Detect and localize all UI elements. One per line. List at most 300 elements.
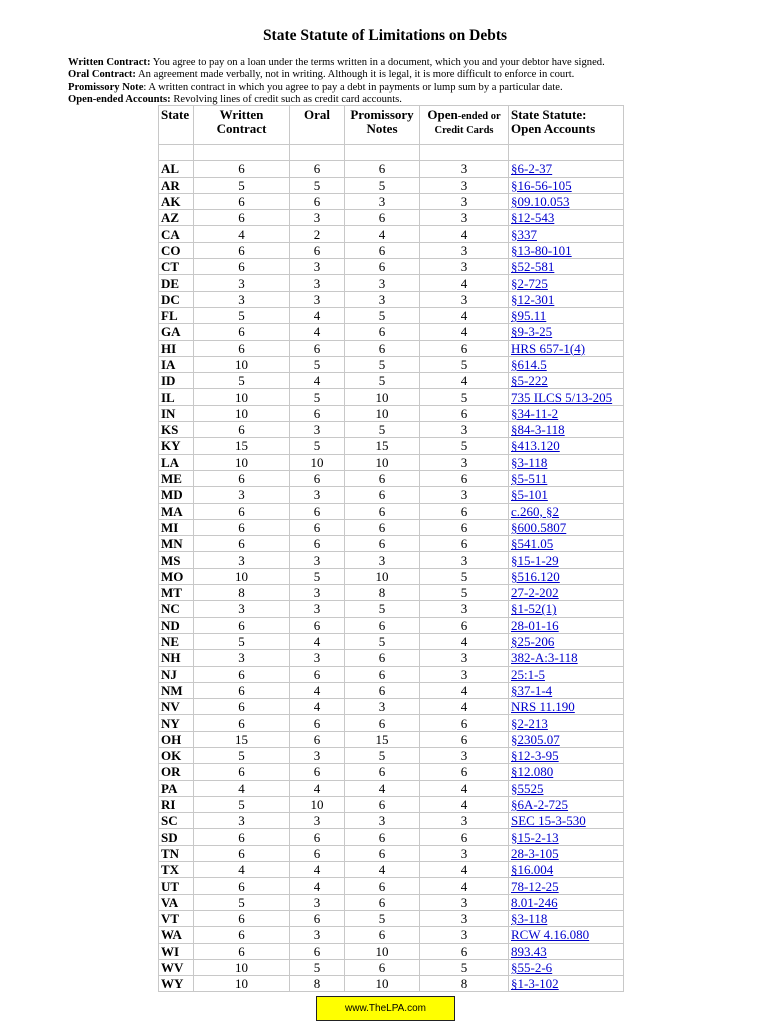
cell-open-ended: 4 [420,373,509,389]
cell-oral: 3 [290,894,345,910]
cell-oral: 3 [290,927,345,943]
cell-state: AR [159,177,194,193]
cell-state: SD [159,829,194,845]
table-row [159,780,624,796]
cell-statute [509,438,624,454]
table-row [159,438,624,454]
cell-oral: 3 [290,747,345,763]
cell-statute [509,813,624,829]
cell-oral: 4 [290,878,345,894]
cell-oral: 6 [290,193,345,209]
cell-open-ended: 8 [420,976,509,992]
cell-state: NE [159,633,194,649]
statute-link[interactable]: §6A-2-725 [511,797,569,813]
statute-link[interactable]: §13-80-101 [511,242,572,258]
cell-promissory-notes: 6 [345,210,420,226]
definition-text: An agreement made verbally, not in writing. Although it is legal, it is more difficult to enforce in court. [135,69,575,81]
cell-open-ended: 4 [420,780,509,796]
cell-state: CO [159,242,194,258]
cell-statute [509,389,624,405]
cell-written-contract: 4 [194,780,290,796]
cell-statute [509,845,624,861]
statute-table [158,105,624,992]
cell-promissory-notes: 6 [345,764,420,780]
cell-state: SC [159,813,194,829]
statute-link[interactable]: §516.120 [511,568,560,584]
cell-oral: 4 [290,633,345,649]
cell-oral: 6 [290,536,345,552]
table-row [159,617,624,633]
cell-written-contract: 6 [194,910,290,926]
statute-link[interactable]: §2-213 [511,715,548,731]
cell-state: ID [159,373,194,389]
cell-state: NM [159,682,194,698]
table-row [159,682,624,698]
table-row [159,650,624,666]
cell-state: AZ [159,210,194,226]
table-row [159,796,624,812]
cell-oral: 3 [290,601,345,617]
cell-open-ended: 3 [420,845,509,861]
cell-open-ended: 4 [420,699,509,715]
table-row [159,210,624,226]
cell-promissory-notes: 5 [345,422,420,438]
cell-promissory-notes: 5 [345,356,420,372]
cell-open-ended: 3 [420,193,509,209]
cell-oral: 6 [290,340,345,356]
cell-promissory-notes: 6 [345,487,420,503]
table-row [159,666,624,682]
cell-promissory-notes: 5 [345,910,420,926]
table-row [159,731,624,747]
statute-link[interactable]: 8.01-246 [511,894,558,910]
cell-state: MN [159,536,194,552]
statute-link[interactable]: 28-01-16 [511,617,559,633]
cell-written-contract: 10 [194,568,290,584]
cell-promissory-notes: 4 [345,226,420,242]
cell-oral: 6 [290,666,345,682]
cell-open-ended: 3 [420,910,509,926]
statute-link[interactable]: §337 [511,226,537,242]
cell-state: KY [159,438,194,454]
cell-state: VT [159,910,194,926]
definition-written-contract [68,57,748,69]
cell-promissory-notes: 6 [345,845,420,861]
cell-written-contract: 6 [194,259,290,275]
cell-statute [509,894,624,910]
statute-link[interactable]: 27-2-202 [511,585,559,601]
statute-link[interactable]: §1-3-102 [511,976,559,992]
statute-link[interactable]: §5-511 [511,471,548,487]
cell-state: WI [159,943,194,959]
cell-statute [509,356,624,372]
cell-written-contract: 5 [194,373,290,389]
statute-link[interactable]: §12-3-95 [511,748,559,764]
cell-statute [509,422,624,438]
cell-written-contract: 10 [194,389,290,405]
cell-open-ended: 3 [420,422,509,438]
statute-link[interactable]: §3-118 [511,454,548,470]
cell-state: NH [159,650,194,666]
cell-promissory-notes: 6 [345,519,420,535]
cell-promissory-notes: 6 [345,796,420,812]
cell-oral: 3 [290,585,345,601]
definition-term: Promissory Note [68,81,144,93]
cell-written-contract: 6 [194,161,290,177]
table-row [159,764,624,780]
cell-statute [509,373,624,389]
table-row [159,193,624,209]
cell-promissory-notes: 6 [345,617,420,633]
cell-written-contract: 10 [194,454,290,470]
cell-statute [509,193,624,209]
cell-state: NY [159,715,194,731]
cell-promissory-notes: 6 [345,829,420,845]
statute-link[interactable]: RCW 4.16.080 [511,927,590,943]
definition-term: Oral Contract: [68,69,136,81]
cell-open-ended: 6 [420,503,509,519]
cell-promissory-notes: 6 [345,324,420,340]
statute-link[interactable]: §15-2-13 [511,829,559,845]
cell-written-contract: 10 [194,356,290,372]
cell-statute [509,731,624,747]
statute-link[interactable]: §84-3-118 [511,422,565,438]
cell-promissory-notes: 6 [345,666,420,682]
statute-link[interactable]: §12-543 [511,210,555,226]
table-row [159,356,624,372]
cell-oral: 3 [290,487,345,503]
cell-oral: 6 [290,242,345,258]
cell-written-contract: 6 [194,927,290,943]
definition-promissory-note [68,82,748,94]
cell-promissory-notes: 6 [345,650,420,666]
cell-state: TN [159,845,194,861]
cell-open-ended: 3 [420,210,509,226]
cell-oral: 6 [290,910,345,926]
cell-promissory-notes: 3 [345,813,420,829]
table-row [159,927,624,943]
cell-open-ended: 4 [420,226,509,242]
cell-statute [509,976,624,992]
cell-open-ended: 3 [420,177,509,193]
cell-oral: 5 [290,177,345,193]
cell-written-contract: 3 [194,552,290,568]
cell-open-ended: 6 [420,405,509,421]
cell-state: DC [159,291,194,307]
cell-oral: 6 [290,405,345,421]
cell-written-contract: 3 [194,813,290,829]
cell-oral: 3 [290,275,345,291]
cell-open-ended: 3 [420,259,509,275]
cell-state: OR [159,764,194,780]
table-row [159,275,624,291]
statute-link[interactable]: §25-206 [511,634,555,650]
statute-link[interactable]: 735 ILCS 5/13-205 [511,389,613,405]
cell-written-contract: 3 [194,601,290,617]
cell-statute [509,585,624,601]
statute-link[interactable]: §614.5 [511,357,547,372]
cell-oral: 2 [290,226,345,242]
cell-written-contract: 6 [194,617,290,633]
cell-statute [509,161,624,177]
cell-promissory-notes: 4 [345,862,420,878]
cell-state: ND [159,617,194,633]
cell-statute [509,324,624,340]
statute-link[interactable]: §12-301 [511,291,555,307]
cell-state: ME [159,470,194,486]
cell-oral: 3 [290,650,345,666]
cell-statute [509,829,624,845]
statute-link[interactable]: c.260, §2 [511,503,560,519]
cell-written-contract: 3 [194,487,290,503]
cell-statute [509,307,624,323]
cell-state: CA [159,226,194,242]
cell-state: MD [159,487,194,503]
cell-promissory-notes: 6 [345,927,420,943]
statute-link[interactable]: §9-3-25 [511,324,553,340]
cell-open-ended: 3 [420,552,509,568]
definition-text: Revolving lines of credit such as credit card accounts. [170,94,402,106]
statute-link[interactable]: §3-118 [511,911,548,927]
table-row [159,242,624,258]
cell-open-ended: 5 [420,568,509,584]
cell-open-ended: 3 [420,747,509,763]
statute-link[interactable]: §1-52(1) [511,601,557,617]
cell-statute [509,927,624,943]
cell-open-ended: 4 [420,275,509,291]
statute-link[interactable]: §16.004 [511,862,554,878]
cell-written-contract: 6 [194,470,290,486]
cell-open-ended: 4 [420,633,509,649]
cell-written-contract: 6 [194,422,290,438]
cell-written-contract: 3 [194,650,290,666]
statute-link[interactable]: §2305.07 [511,731,560,747]
cell-written-contract: 5 [194,747,290,763]
cell-oral: 4 [290,373,345,389]
cell-oral: 4 [290,682,345,698]
cell-statute [509,862,624,878]
cell-promissory-notes: 6 [345,536,420,552]
statute-link[interactable]: §5-222 [511,373,548,389]
cell-written-contract: 3 [194,275,290,291]
cell-written-contract: 8 [194,585,290,601]
statute-link[interactable]: §2-725 [511,275,548,291]
statute-link[interactable]: §6-2-37 [511,161,553,177]
statute-link[interactable]: 28-3-105 [511,845,559,861]
cell-written-contract: 5 [194,796,290,812]
statute-link[interactable]: §541.05 [511,536,554,552]
header-open-ended: Open-ended or Credit Cards [420,106,509,145]
cell-written-contract: 15 [194,731,290,747]
statute-link[interactable]: §5-101 [511,487,548,503]
cell-promissory-notes: 6 [345,503,420,519]
table-row [159,259,624,275]
statute-link[interactable]: §34-11-2 [511,405,559,421]
cell-oral: 6 [290,503,345,519]
table-row [159,536,624,552]
cell-open-ended: 6 [420,536,509,552]
cell-statute [509,633,624,649]
header-promissory-notes: Promissory Notes [345,106,420,145]
cell-open-ended: 3 [420,291,509,307]
cell-written-contract: 10 [194,405,290,421]
cell-promissory-notes: 3 [345,552,420,568]
cell-open-ended: 3 [420,927,509,943]
cell-oral: 5 [290,959,345,975]
cell-open-ended: 6 [420,617,509,633]
table-row [159,454,624,470]
statute-link[interactable]: §16-56-105 [511,177,572,193]
statute-link[interactable]: NRS 11.190 [511,699,575,715]
cell-oral: 3 [290,210,345,226]
cell-statute [509,910,624,926]
cell-open-ended: 6 [420,470,509,486]
cell-state: WY [159,976,194,992]
cell-written-contract: 6 [194,943,290,959]
cell-statute [509,959,624,975]
cell-open-ended: 4 [420,324,509,340]
cell-open-ended: 5 [420,389,509,405]
cell-written-contract: 6 [194,682,290,698]
cell-state: IN [159,405,194,421]
statute-link[interactable]: §55-2-6 [511,959,553,975]
cell-written-contract: 6 [194,210,290,226]
cell-oral: 6 [290,617,345,633]
cell-statute [509,210,624,226]
cell-open-ended: 6 [420,764,509,780]
definition-text: You agree to pay on a loan under the terms written in a document, which you and your debtor have signed. [150,57,605,68]
table-header-row [159,106,624,145]
cell-open-ended: 3 [420,242,509,258]
cell-promissory-notes: 6 [345,715,420,731]
cell-open-ended: 6 [420,715,509,731]
cell-statute [509,568,624,584]
table-row [159,161,624,177]
cell-written-contract: 15 [194,438,290,454]
statute-link[interactable]: SEC 15-3-530 [511,813,586,829]
cell-promissory-notes: 6 [345,959,420,975]
table-row [159,324,624,340]
cell-written-contract: 6 [194,193,290,209]
statute-link[interactable]: §600.5807 [511,519,567,535]
table-row [159,829,624,845]
cell-written-contract: 6 [194,878,290,894]
header-state-statute: State Statute: Open Accounts [509,106,624,145]
statute-link[interactable]: §12.080 [511,764,554,780]
cell-written-contract: 10 [194,976,290,992]
cell-state: GA [159,324,194,340]
header-state: State [159,106,194,145]
cell-state: HI [159,340,194,356]
table-row [159,373,624,389]
table-row [159,715,624,731]
cell-state: NC [159,601,194,617]
statute-link[interactable]: HRS 657-1(4) [511,340,586,356]
cell-promissory-notes: 10 [345,389,420,405]
cell-promissory-notes: 4 [345,780,420,796]
cell-open-ended: 3 [420,650,509,666]
cell-promissory-notes: 6 [345,682,420,698]
cell-statute [509,454,624,470]
cell-state: IA [159,356,194,372]
cell-statute [509,536,624,552]
cell-written-contract: 6 [194,715,290,731]
cell-state: UT [159,878,194,894]
cell-oral: 10 [290,454,345,470]
cell-state: LA [159,454,194,470]
cell-written-contract: 5 [194,307,290,323]
statute-link[interactable]: §5525 [511,780,544,796]
cell-open-ended: 4 [420,307,509,323]
table-row [159,470,624,486]
cell-state: RI [159,796,194,812]
statute-link[interactable]: §09.10.053 [511,194,570,210]
cell-statute [509,242,624,258]
statute-link[interactable]: §413.120 [511,438,560,454]
statute-link[interactable]: §37-1-4 [511,682,553,698]
cell-promissory-notes: 10 [345,976,420,992]
cell-open-ended: 5 [420,585,509,601]
cell-state: MS [159,552,194,568]
cell-written-contract: 6 [194,845,290,861]
cell-promissory-notes: 5 [345,601,420,617]
cell-state: WA [159,927,194,943]
statute-link[interactable]: 893.43 [511,943,547,959]
table-row [159,894,624,910]
table-row [159,585,624,601]
cell-oral: 6 [290,943,345,959]
cell-statute [509,601,624,617]
cell-written-contract: 4 [194,226,290,242]
statute-link[interactable]: §95.11 [511,308,547,324]
statute-link[interactable]: 25:1-5 [511,666,545,682]
cell-open-ended: 6 [420,943,509,959]
statute-link[interactable]: §52-581 [511,259,555,275]
cell-promissory-notes: 15 [345,731,420,747]
cell-state: PA [159,780,194,796]
table-row [159,177,624,193]
statute-link[interactable]: 78-12-25 [511,878,559,894]
statute-link[interactable]: 382-A:3-118 [511,650,578,666]
cell-oral: 4 [290,780,345,796]
cell-oral: 3 [290,813,345,829]
cell-oral: 5 [290,356,345,372]
table-row [159,226,624,242]
cell-promissory-notes: 6 [345,340,420,356]
cell-state: TX [159,862,194,878]
cell-promissory-notes: 5 [345,307,420,323]
cell-open-ended: 3 [420,487,509,503]
cell-promissory-notes: 10 [345,405,420,421]
table-row [159,959,624,975]
header-written-contract: Written Contract [194,106,290,145]
cell-oral: 6 [290,845,345,861]
cell-state: OK [159,747,194,763]
table-row [159,568,624,584]
cell-promissory-notes: 3 [345,699,420,715]
cell-oral: 6 [290,715,345,731]
cell-open-ended: 3 [420,601,509,617]
statute-link[interactable]: §15-1-29 [511,552,559,568]
cell-open-ended: 5 [420,438,509,454]
cell-oral: 3 [290,422,345,438]
cell-statute [509,291,624,307]
cell-state: AK [159,193,194,209]
cell-open-ended: 6 [420,340,509,356]
cell-oral: 3 [290,291,345,307]
cell-written-contract: 6 [194,829,290,845]
cell-statute [509,503,624,519]
